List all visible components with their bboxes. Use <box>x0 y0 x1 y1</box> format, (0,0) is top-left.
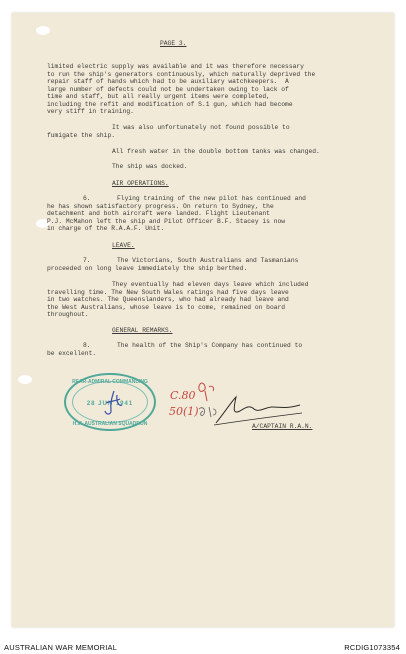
captain-signature-icon <box>210 393 306 427</box>
text-line: fumigate the ship. <box>47 131 116 139</box>
text-line: including the refit and modification of S.1 gun, which had become <box>47 100 293 108</box>
stamp-bottom-text: H.M. AUSTRALIAN SQUADRON <box>72 421 148 427</box>
footer-record-id: RCDIG1073354 <box>344 643 400 652</box>
initials-signature-icon <box>100 389 126 417</box>
official-stamp <box>64 373 156 431</box>
punch-hole-top <box>36 26 50 35</box>
red-annotation-50: 50(1) <box>169 405 199 418</box>
heading-general-remarks: GENERAL REMARKS. <box>112 327 173 334</box>
text-line: be excellent. <box>47 349 97 357</box>
text-line: throughout. <box>47 311 89 318</box>
text-line: time and staff, but all really urgent items were completed, <box>47 93 270 100</box>
text-line: large number of defects could not be undertaken owing to lack of <box>47 85 289 93</box>
text-line: in two watches. The Queenslanders, who had already had leave and <box>47 296 289 303</box>
text-line: limited electric supply was available and it was therefore necessary <box>47 63 304 70</box>
text-line: very stiff in training. <box>47 108 134 115</box>
text-line: the West Australians, whose leave is to come, remained on board <box>47 303 286 311</box>
text-line: travelling time. The New South Wales ratings had five days leave <box>47 288 289 296</box>
text-line: in charge of the R.A.A.F. Unit. <box>47 225 165 232</box>
text-line: 6. Flying training of the new pilot has continued and <box>83 195 306 202</box>
heading-leave: LEAVE. <box>112 242 135 249</box>
heading-air-operations: AIR OPERATIONS. <box>112 180 169 187</box>
text-line: 7. The Victorians, South Australians and Tasmanians <box>83 257 299 264</box>
text-line: P.J. McMahon left the ship and Pilot Officer B.F. Stacey is now <box>47 217 286 225</box>
text-line: 8. The health of the Ship's Company has continued to <box>83 342 303 349</box>
punch-hole-lower <box>18 375 32 384</box>
text-line: It was also unfortunately not found possible to <box>112 124 290 131</box>
text-line: repair staff of hands which had to be auxiliary watchkeepers. A <box>47 78 289 85</box>
text-line: They eventually had eleven days leave which included <box>112 281 309 288</box>
text-line: to run the ship's generators continuously, which naturally deprived the <box>47 70 316 78</box>
stamp-top-text: REAR-ADMIRAL COMMANDING <box>72 379 148 385</box>
page-number: PAGE 3. <box>160 40 187 47</box>
paragraph-docked: The ship was docked. <box>112 163 188 170</box>
text-line: detachment and both aircraft were landed. Flight Lieutenant <box>47 210 270 217</box>
text-line: proceeded on long leave immediately the ship berthed. <box>47 264 248 272</box>
red-annotation-c80: C.80 <box>170 389 196 402</box>
stamp-date: 28 JUN 1941 <box>86 401 134 407</box>
footer-archive-name: AUSTRALIAN WAR MEMORIAL <box>4 643 118 652</box>
text-line: he has shown satisfactory progress. On return to Sydney, the <box>47 202 274 210</box>
signature-title: A/CAPTAIN R.A.N. <box>252 423 313 430</box>
paragraph-fresh-water: All fresh water in the double bottom tanks was changed. <box>112 148 320 155</box>
